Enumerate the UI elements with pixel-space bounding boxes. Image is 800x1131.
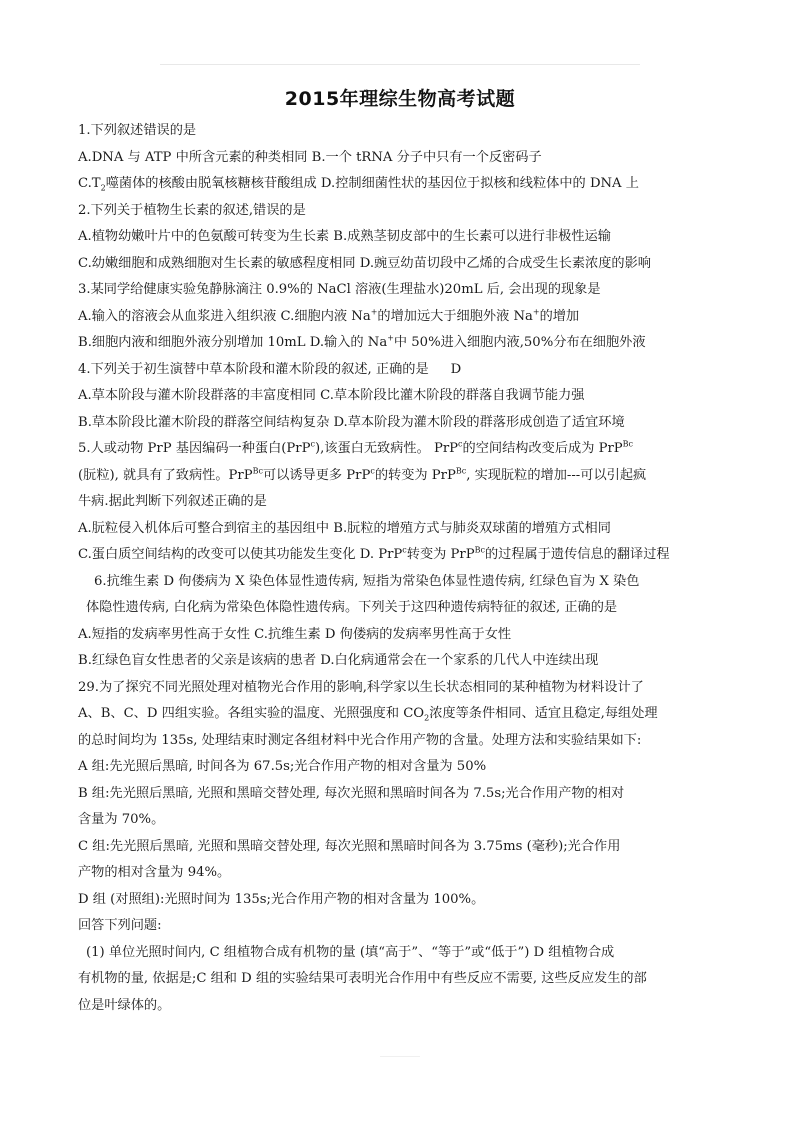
q6-options-bd: B.红绿色盲女性患者的父亲是该病的患者 D.白化病通常会在一个家系的几代人中连续出现 bbox=[78, 653, 599, 668]
q4-stem bbox=[76, 357, 726, 384]
q5-sup: c bbox=[370, 466, 375, 476]
page-title: 2015年理综生物高考试题 bbox=[284, 88, 516, 110]
q5-options-cd bbox=[76, 542, 726, 569]
q3-ac-sup: + bbox=[370, 307, 378, 317]
q2-stem: 2.下列关于植物生长素的叙述,错误的是 bbox=[78, 202, 306, 218]
q29-group-d: D 组 (对照组):光照时间为 135s;光合作用产物的相对含量为 100%。 bbox=[78, 891, 485, 907]
q5-text: (朊粒), 就具有了致病性。PrP bbox=[78, 467, 253, 483]
q5-sup: c bbox=[458, 439, 463, 449]
q29-group-b-line2: 含量为 70%。 bbox=[78, 812, 165, 827]
q5-text: 的转变为 PrP bbox=[374, 467, 456, 483]
question-content bbox=[76, 118, 726, 1019]
q4-options-ac: A.草本阶段与灌木阶段群落的丰富度相同 C.草本阶段比灌木阶段的群落自我调节能力强 bbox=[78, 388, 585, 403]
q1-options-cd bbox=[76, 171, 726, 198]
q29-stem-line2 bbox=[76, 701, 726, 728]
q29-group-a: A 组:先光照后黑暗, 时间各为 67.5s;光合作用产物的相对含量为 50% bbox=[78, 759, 487, 774]
q5-cd-sup: Bc bbox=[474, 545, 485, 555]
q2-options-ab: A.植物幼嫩叶片中的色氨酸可转变为生长素 B.成熟茎韧皮部中的生长素可以进行非极性运输 bbox=[78, 229, 611, 244]
q3-bd-sup: + bbox=[387, 333, 394, 343]
q29-group-c-line1: C 组:先光照后黑暗, 光照和黑暗交替处理, 每次光照和黑暗时间各为 3.75ms (毫秒);光合作用 bbox=[78, 838, 621, 854]
q3-bd-text: 中 50%进入细胞内液,50%分布在细胞外液 bbox=[393, 335, 646, 350]
q5-cd-text: 的过程属于遗传信息的翻译过程 bbox=[484, 547, 670, 562]
q5-sup: c bbox=[310, 439, 315, 449]
q29-group-c-line2: 产物的相对含量为 94%。 bbox=[78, 865, 231, 880]
header-rule bbox=[160, 64, 640, 65]
q5-cd-text: C.蛋白质空间结构的改变可以使其功能发生变化 D. PrP bbox=[78, 547, 403, 562]
q3-ac-text: A.输入的溶液会从血浆进入组织液 C.细胞内液 Na bbox=[78, 308, 371, 324]
q29-co2-subscript: 2 bbox=[424, 713, 430, 723]
q5-sup: Bc bbox=[252, 466, 263, 476]
q29-text: A、B、C、D 四组实验。各组实验的温度、光照强度和 CO bbox=[78, 706, 425, 721]
q4-stem-text: 4.下列关于初生演替中草本阶段和灌木阶段的叙述, 正确的是 bbox=[78, 361, 429, 377]
q1-c-text-rest: 噬菌体的核酸由脱氧核糖核苷酸组成 D.控制细菌性状的基因位于拟核和线粒体中的 DNA 上 bbox=[105, 176, 639, 191]
q6-options-ac: A.短指的发病率男性高于女性 C.抗维生素 D 佝偻病的发病率男性高于女性 bbox=[78, 626, 512, 642]
q6-stem-line2: 体隐性遗传病, 白化病为常染色体隐性遗传病。下列关于这四种遗传病特征的叙述, 正确的是 bbox=[86, 600, 618, 615]
q5-text: , 实现朊粒的增加---可以引起疯 bbox=[466, 467, 647, 483]
q4-options-bd: B.草本阶段比灌木阶段的群落空间结构复杂 D.草本阶段为灌木阶段的群落形成创造了适宜环境 bbox=[78, 414, 625, 430]
q5-stem-line1 bbox=[76, 436, 726, 463]
q5-sup: Bc bbox=[622, 439, 634, 449]
q3-ac-sup: + bbox=[532, 307, 540, 317]
q29-answer-prompt: 回答下列问题: bbox=[78, 918, 162, 933]
q5-sup: Bc bbox=[455, 466, 467, 476]
q1-c-subscript: 2 bbox=[100, 183, 106, 193]
q3-ac-text: 的增加远大于细胞外液 Na bbox=[377, 308, 533, 324]
q3-bd-text: B.细胞内液和细胞外液分别增加 10mL D.输入的 Na bbox=[78, 335, 388, 350]
q3-stem: 3.某同学给健康实验兔静脉滴注 0.9%的 NaCl 溶液(生理盐水)20mL 后, 会出现的现象是 bbox=[78, 282, 601, 297]
q5-text: ),该蛋白无致病性。 PrP bbox=[314, 441, 459, 456]
q5-text: 可以诱导更多 PrP bbox=[262, 467, 371, 483]
q5-stem-line2 bbox=[76, 463, 726, 490]
q4-answer: D bbox=[450, 361, 462, 377]
footer-mark bbox=[380, 1056, 420, 1057]
q5-cd-sup: c bbox=[402, 545, 407, 555]
q3-options-ac bbox=[76, 304, 726, 331]
q3-options-bd bbox=[76, 330, 726, 357]
q29-sub1-line2: 有机物的量, 依据是;C 组和 D 组的实验结果可表明光合作用中有些反应不需要, 这些反应发生的部 bbox=[78, 971, 647, 986]
q29-sub1-line1: (1) 单位光照时间内, C 组植物合成有机物的量 (填“高于”、“等于”或“低于”) D 组植物合成 bbox=[86, 944, 615, 960]
q5-text: 的空间结构改变后成为 PrP bbox=[462, 441, 623, 456]
q29-stem-line1: 29.为了探究不同光照处理对植物光合作用的影响,科学家以生长状态相同的某种植物为材料设计了 bbox=[78, 679, 644, 695]
q29-group-b-line1: B 组:先光照后黑暗, 光照和黑暗交替处理, 每次光照和黑暗时间各为 7.5s;光合作用产物的相对 bbox=[78, 785, 625, 801]
q3-ac-text: 的增加 bbox=[539, 308, 580, 324]
q1-c-text: C.T bbox=[78, 176, 101, 191]
q2-options-cd: C.幼嫩细胞和成熟细胞对生长素的敏感程度相同 D.豌豆幼苗切段中乙烯的合成受生长素浓度的影响 bbox=[78, 255, 651, 271]
q1-stem: 1.下列叙述错误的是 bbox=[78, 123, 197, 138]
q29-sub1-line3: 位是叶绿体的。 bbox=[78, 997, 171, 1013]
q5-stem-line3: 牛病.据此判断下列叙述正确的是 bbox=[78, 494, 267, 509]
q5-cd-text: 转变为 PrP bbox=[406, 547, 475, 562]
q6-stem-line1: 6.抗维生素 D 佝偻病为 X 染色体显性遗传病, 短指为常染色体显性遗传病, 红绿色盲为 X 染色 bbox=[94, 573, 640, 589]
q29-text: 浓度等条件相同、适宜且稳定,每组处理 bbox=[429, 706, 658, 721]
q5-text: 5.人或动物 PrP 基因编码一种蛋白(PrP bbox=[78, 441, 311, 456]
q1-options-ab: A.DNA 与 ATP 中所含元素的种类相同 B.一个 tRNA 分子中只有一个反密码子 bbox=[78, 149, 542, 165]
q29-stem-line3: 的总时间均为 135s, 处理结束时测定各组材料中光合作用产物的含量。处理方法和实验结果如下: bbox=[78, 732, 642, 748]
q5-options-ab: A.朊粒侵入机体后可整合到宿主的基因组中 B.朊粒的增殖方式与肺炎双球菌的增殖方式相同 bbox=[78, 520, 611, 536]
